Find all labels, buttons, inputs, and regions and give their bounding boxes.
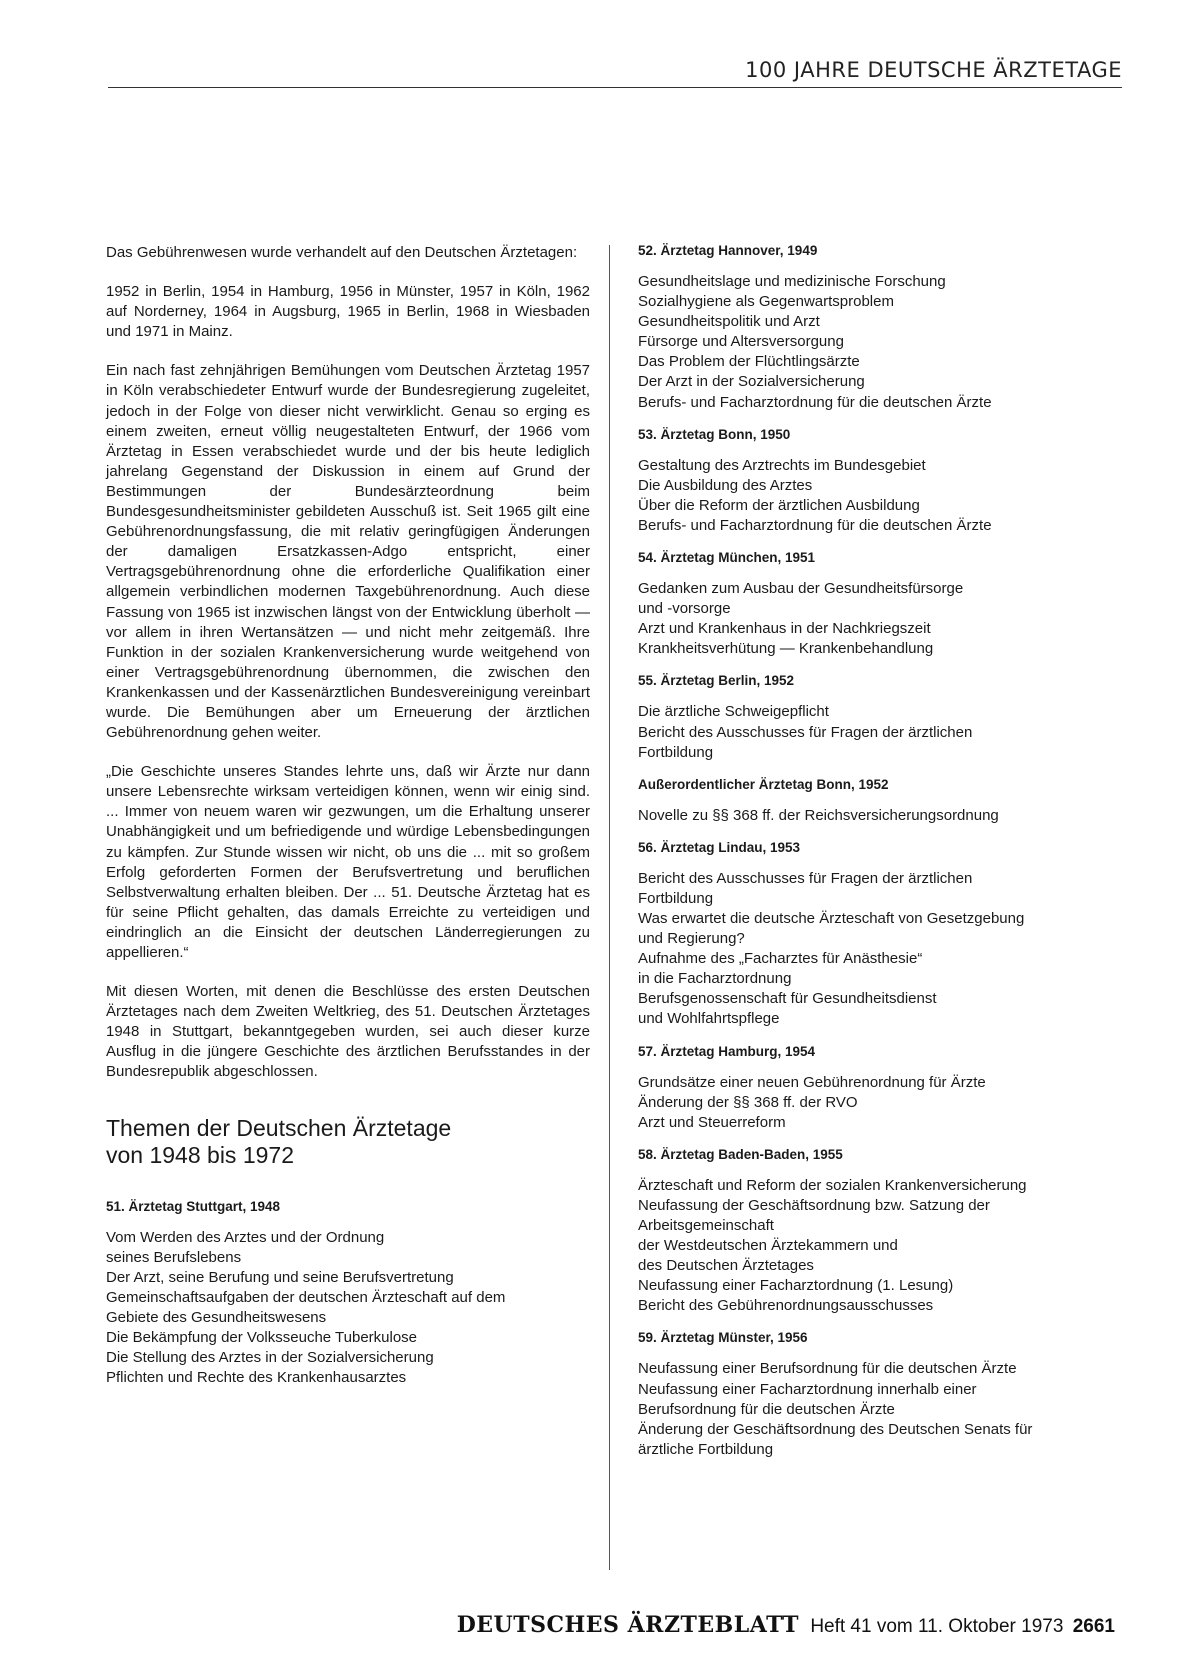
topic-item: des Deutschen Ärztetages <box>638 1257 814 1275</box>
topic-item: Der Arzt in der Sozialversicherung <box>638 373 865 391</box>
paragraph: „Die Geschichte unseres Standes lehrte uns, daß wir Ärzte nur dann unsere Lebensrechte wirksam verteidigen können, wenn wir einig sind. ... Immer von neuem waren wir gezwungen, um die Erhaltung unserer Unabhängigkeit und um befriedigende und würdige Lebensbedingungen zu kämpfen. Zur Stunde wissen wir nicht, ob uns die ... mit so großem Erfolg geforderten Formen der Berufsvertretung und beruflichen Selbstverwaltung erhalten bleiben. Der ... 51. Deutsche Ärztetag hat es für seine Pflicht gehalten, das damals Erreichte zu verteidigen und eindringlich an die Einsicht der deutschen Länderregierungen zu appellieren.“ <box>106 763 590 961</box>
congress-label: Außerordentlicher Ärztetag Bonn, 1952 <box>638 776 889 792</box>
topic-item: Krankheitsverhütung — Krankenbehandlung <box>638 640 934 658</box>
topic-item: Über die Reform der ärztlichen Ausbildung <box>638 496 920 514</box>
topic-item: seines Berufslebens <box>106 1248 242 1266</box>
topic-item: Berufsgenossenschaft für Gesundheitsdienst <box>638 990 937 1008</box>
topic-item: Änderung der Geschäftsordnung des Deutschen Senats für <box>638 1420 1033 1438</box>
congress-section <box>638 840 1122 1030</box>
topic-list <box>638 869 1122 1030</box>
topic-item: Gesundheitslage und medizinische Forschung <box>638 273 946 290</box>
topic-list <box>638 272 1122 413</box>
topic-item: und Wohlfahrtspflege <box>638 1010 780 1028</box>
topic-list <box>638 1359 1122 1459</box>
topic-item: Gesundheitspolitik und Arzt <box>638 313 820 331</box>
topic-item: Gebiete des Gesundheitswesens <box>106 1308 327 1326</box>
congress-label: 55. Ärztetag Berlin, 1952 <box>638 673 795 689</box>
congress-section <box>638 427 1122 536</box>
topic-item: und Regierung? <box>638 930 745 948</box>
topic-item: und -vorsorge <box>638 600 731 618</box>
paragraph: Mit diesen Worten, mit denen die Beschlüsse des ersten Deutschen Ärztetages nach dem Zweiten Weltkrieg, des 51. Deutschen Ärztetages 1948 in Stuttgart, bekanntgegeben wurden, sei auch dieser kurze Ausflug in die jüngere Geschichte des ärztlichen Berufsstandes in der Bundesrepublik abgeschlossen. <box>106 983 590 1081</box>
page-number: 2661 <box>1072 1616 1115 1637</box>
right-column <box>638 243 1122 1474</box>
congress-label: 58. Ärztetag Baden-Baden, 1955 <box>638 1146 843 1162</box>
topic-item: Vom Werden des Arztes und der Ordnung <box>106 1228 385 1246</box>
congress-label: 53. Ärztetag Bonn, 1950 <box>638 426 791 442</box>
topic-item: Gemeinschaftsaufgaben der deutschen Ärzteschaft auf dem <box>106 1288 506 1306</box>
topic-item: Sozialhygiene als Gegenwartsproblem <box>638 293 894 311</box>
congress-label: 52. Ärztetag Hannover, 1949 <box>638 243 818 258</box>
topic-list <box>638 1176 1122 1317</box>
topic-item: der Westdeutschen Ärztekammern und <box>638 1237 898 1255</box>
topic-item: Berufsordnung für die deutschen Ärzte <box>638 1400 895 1418</box>
issue-info: Heft 41 vom 11. Oktober 1973 <box>810 1616 1064 1637</box>
congress-section <box>638 550 1122 659</box>
topic-list <box>638 806 1122 826</box>
topic-item: Neufassung der Geschäftsordnung bzw. Satzung der Arbeitsgemeinschaft <box>638 1196 990 1234</box>
topic-item: Neufassung einer Berufsordnung für die deutschen Ärzte <box>638 1360 1017 1378</box>
topic-item: Aufnahme des „Facharztes für Anästhesie“ <box>638 950 923 968</box>
topic-item: Gedanken zum Ausbau der Gesundheitsfürsorge <box>638 580 964 598</box>
topic-item: Die Ausbildung des Arztes <box>638 476 813 494</box>
topic-item: Ärzteschaft und Reform der sozialen Krankenversicherung <box>638 1176 1027 1194</box>
congress-label: 59. Ärztetag Münster, 1956 <box>638 1330 808 1346</box>
paragraph: Das Gebührenwesen wurde verhandelt auf den Deutschen Ärztetagen: <box>106 244 578 261</box>
publication-name: DEUTSCHES ÄRZTEBLATT <box>456 1612 800 1638</box>
topic-item: ärztliche Fortbildung <box>638 1440 774 1458</box>
congress-section <box>638 243 1122 413</box>
topic-item: Neufassung einer Facharztordnung innerhalb einer <box>638 1380 977 1398</box>
left-column <box>106 243 590 1402</box>
paragraph: Ein nach fast zehnjährigen Bemühungen vom Deutschen Ärztetag 1957 in Köln verabschiedeter Entwurf wurde der Bundesregierung zugeleitet, jedoch in der Folge von dieser nicht verwirklicht. Genau so erging es einem zweiten, erneut völlig neugestalteten Entwurf, der 1966 vom Ärztetag in Essen verabschiedet wurde und der bis heute lediglich jahrelang Gegenstand der Diskussion in einem auf Grund der Bestimmungen der Bundesärzteordnung beim Bundesgesundheitsminister gebildeten Ausschuß ist. Seit 1965 gilt eine Gebührenordnungsfassung, die mit relativ geringfügigen Änderungen der damaligen Ersatzkassen-Adgo entspricht, einer Vertragsgebührenordnung ohne die erforderliche Qualifikation einer allgemein verbindlichen modernen Taxgebührenordnung. Auch diese Fassung von 1965 ist inzwischen längst von der Entwicklung überholt — vor allem in ihren Wertansätzen — und nicht mehr zeitgemäß. Ihre Funktion in der sozialen Krankenversicherung wurde weitgehend von einer Vertragsgebührenordnung übernommen, die zwischen den Krankenkassen und der Kassenärztlichen Bundesvereinigung vereinbart wurde. Die Bemühungen aber um Erneuerung der ärztlichen Gebührenordnung gehen weiter. <box>106 362 590 742</box>
congress-section <box>638 1044 1122 1133</box>
topic-item: Das Problem der Flüchtlingsärzte <box>638 353 860 371</box>
topic-list <box>638 702 1122 762</box>
topic-item: Arzt und Krankenhaus in der Nachkriegszeit <box>638 620 931 638</box>
topic-item: Fortbildung <box>638 889 714 907</box>
topic-list <box>638 579 1122 659</box>
topic-list <box>638 456 1122 536</box>
page-footer <box>457 1612 1115 1638</box>
topic-item: Der Arzt, seine Berufung und seine Berufsvertretung <box>106 1268 454 1286</box>
topic-item: Arzt und Steuerreform <box>638 1113 786 1131</box>
topic-item: Berufs- und Facharztordnung für die deutschen Ärzte <box>638 516 992 534</box>
topic-item: Grundsätze einer neuen Gebührenordnung für Ärzte <box>638 1073 986 1091</box>
topic-item: Was erwartet die deutsche Ärzteschaft von Gesetzgebung <box>638 909 1025 927</box>
topic-item: Fortbildung <box>638 743 714 761</box>
topic-item: Die Stellung des Arztes in der Sozialversicherung <box>106 1349 434 1367</box>
congress-section <box>638 673 1122 762</box>
topic-item: in die Facharztordnung <box>638 970 792 988</box>
topic-item: Pflichten und Rechte des Krankenhausarztes <box>106 1369 407 1387</box>
topic-item: Neufassung einer Facharztordnung (1. Lesung) <box>638 1277 954 1295</box>
congress-label: 57. Ärztetag Hamburg, 1954 <box>638 1043 816 1059</box>
congress-label: 56. Ärztetag Lindau, 1953 <box>638 839 801 855</box>
topic-item: Die ärztliche Schweigepflicht <box>638 703 829 721</box>
congress-section <box>638 777 1122 826</box>
topic-list <box>106 1228 590 1389</box>
topic-list <box>638 1073 1122 1133</box>
header-rule <box>108 87 1122 88</box>
congress-section <box>106 1199 590 1389</box>
running-header: 100 JAHRE DEUTSCHE ÄRZTETAGE <box>745 58 1122 82</box>
section-heading-line: von 1948 bis 1972 <box>106 1141 294 1168</box>
column-divider <box>609 245 610 1570</box>
topic-item: Bericht des Ausschusses für Fragen der ärztlichen <box>638 869 973 887</box>
paragraph: 1952 in Berlin, 1954 in Hamburg, 1956 in Münster, 1957 in Köln, 1962 auf Norderney, 1964 in Augsburg, 1965 in Berlin, 1968 in Wiesbaden und 1971 in Mainz. <box>106 283 590 341</box>
topic-item: Änderung der §§ 368 ff. der RVO <box>638 1093 858 1111</box>
congress-section <box>638 1147 1122 1317</box>
section-heading-line: Themen der Deutschen Ärztetage <box>106 1114 452 1141</box>
topic-item: Bericht des Gebührenordnungsausschusses <box>638 1297 934 1315</box>
congress-section <box>638 1330 1122 1459</box>
topic-item: Bericht des Ausschusses für Fragen der ärztlichen <box>638 723 973 741</box>
congress-label: 54. Ärztetag München, 1951 <box>638 550 816 566</box>
topic-item: Fürsorge und Altersversorgung <box>638 333 844 351</box>
topic-item: Berufs- und Facharztordnung für die deutschen Ärzte <box>638 393 992 411</box>
topic-item: Novelle zu §§ 368 ff. der Reichsversicherungsordnung <box>638 806 999 824</box>
topic-item: Die Bekämpfung der Volksseuche Tuberkulose <box>106 1329 418 1347</box>
topic-item: Gestaltung des Arztrechts im Bundesgebiet <box>638 456 926 474</box>
congress-label: 51. Ärztetag Stuttgart, 1948 <box>106 1198 281 1214</box>
section-heading <box>106 1115 590 1169</box>
